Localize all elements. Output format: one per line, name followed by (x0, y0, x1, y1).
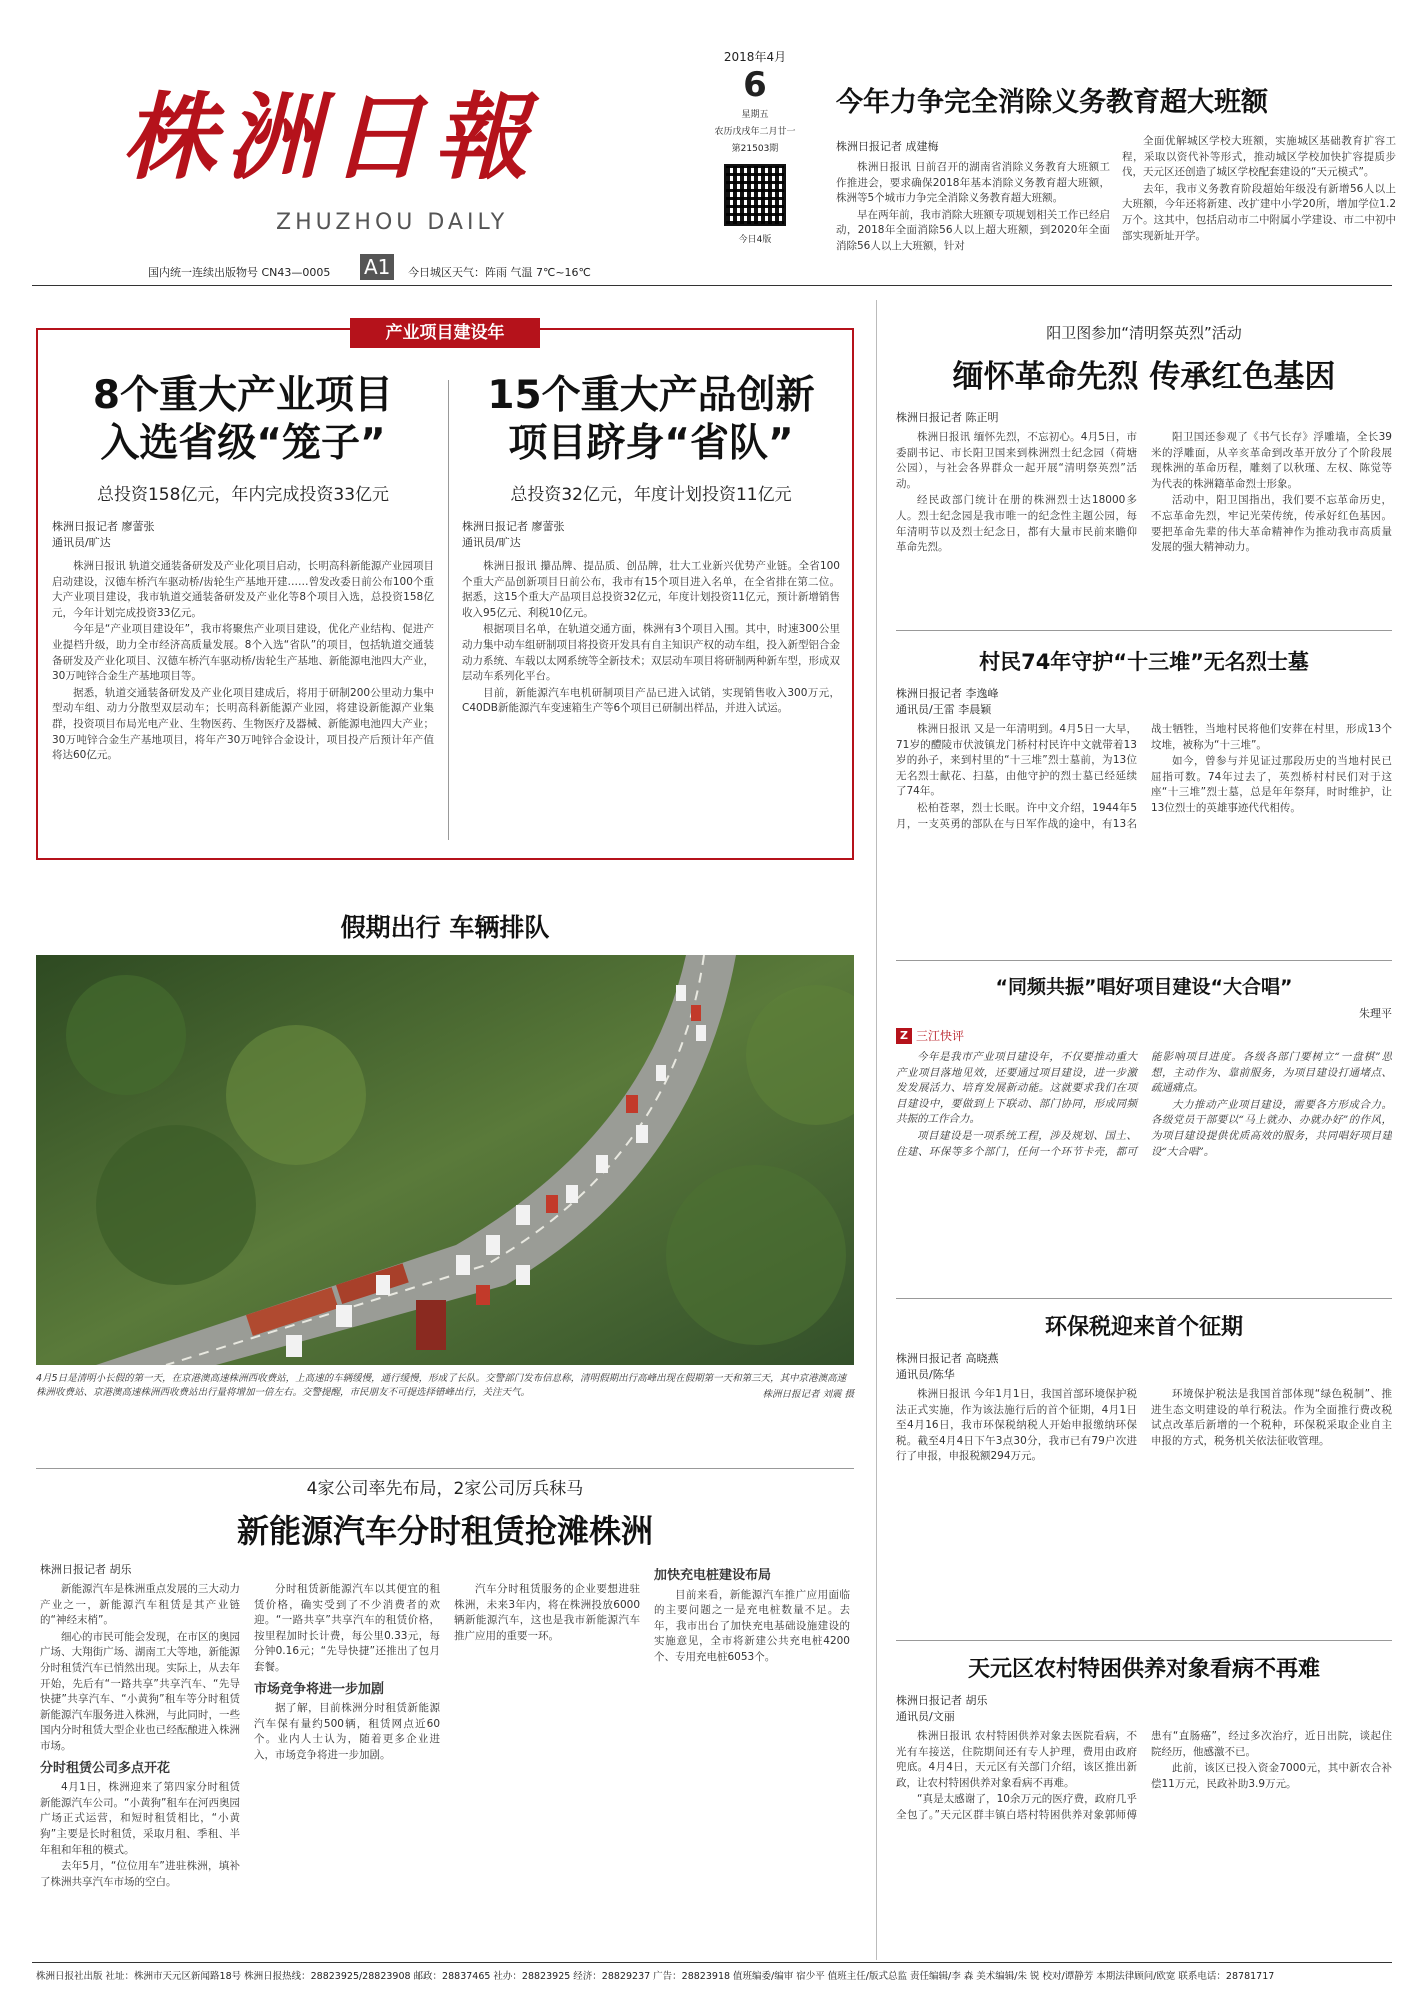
project-left-para: 据悉，轨道交通装备研发及产业化项目建成后，将用于研制200公里动力集中型动车组、动力分散型双层动车；长明高科新能源产业园，将建设新能源产业集群，投资项目布局光电产业、生物医药、生物医疗及器械、新能源电池四大产业；30万吨锌合金生产基地项目，将年产30万吨锌合金设计，项目投产后预计年产值将达60亿元。 (52, 686, 434, 762)
s3-author: 朱理平 (1359, 1007, 1392, 1020)
ev-title: 新能源汽车分时租赁抢滩株洲 (236, 1512, 653, 1550)
s2-para: 株洲日报讯 又是一年清明到。4月5日一大早，71岁的醴陵市伏波镇龙门桥村村民许中文就带着13岁的孙子，来到村里的“十三堆”烈士墓前，为13位无名烈士献花、扫墓，由他守护的烈士墓已经延续了74年。 (896, 723, 1137, 798)
project-left-title-1: 8个重大产业项目 (92, 373, 394, 418)
masthead-divider (32, 285, 1392, 286)
top-story-col2 (1122, 134, 1396, 245)
project-left-para: 今年是“产业项目建设年”，我市将聚焦产业项目建设，优化产业结构、促进产业提档升级，助力全市经济高质量发展。8个入选“省队”的项目，包括轨道交通装备研发及产业化项目、汉德车桥汽车驱动桥/齿轮生产基地、新能源电池四大产业，30万吨锌合金生产基地项目等。 (52, 623, 434, 683)
ev-para: 分时租赁新能源汽车以其便宜的租赁价格，确实受到了不少消费者的欢迎。“一路共享”共享汽车的租赁价格，按里程加时长计费，每公里0.33元，每分钟0.16元；“先导快捷”还推出了包月套餐。 (254, 1583, 440, 1673)
top-story-title: 今年力争完全消除义务教育超大班额 (836, 87, 1268, 118)
sidebar-story-1 (896, 322, 1392, 660)
ev-byline: 株洲日报记者 胡乐 (40, 1563, 132, 1576)
qr-code[interactable] (724, 164, 786, 226)
ev-para: 据了解，目前株洲分时租赁新能源汽车保有量约500辆，租赁网点近60个。业内人士认为，随着更多企业进入，市场竞争将进一步加剧。 (254, 1702, 440, 1761)
sidebar-rule-4 (896, 1640, 1392, 1641)
photo-story-title: 假期出行 车辆排队 (340, 913, 550, 942)
project-right (462, 372, 840, 718)
ev-col1 (40, 1582, 240, 1962)
s5-para: 株洲日报讯 农村特困供养对象去医院看病，不光有车接送，住院期间还有专人护理，费用由政府兜底。4月4日，天元区有关部门介绍，该区推出新政，让农村特困供养对象看病不再难。 (896, 1730, 1137, 1789)
traffic-photo-illustration (36, 955, 854, 1365)
project-left-body (52, 559, 434, 764)
project-right-para: 目前，新能源汽车电机研制项目产品已进入试销，实现销售收入300万元，C40DB新能源汽车变速箱生产等6个项目已研制出样品，并进入试运。 (462, 686, 840, 715)
s1-para: 活动中，阳卫国指出，我们要不忘革命历史，不忘革命先烈，牢记光荣传统，传承好红色基因。要把革命先辈的伟大革命精神作为推动我市高质量发展的强大精神动力。 (1151, 494, 1392, 554)
s5-body (896, 1729, 1392, 1951)
masthead-english-title: ZHUZHOU DAILY (276, 210, 509, 235)
project-left (52, 372, 434, 765)
lunar-date: 农历戊戌年二月廿一 (714, 127, 796, 137)
issue-number: 第21503期 (731, 144, 779, 154)
s1-para: 经民政部门统计在册的株洲烈士达18000多人。烈士纪念园是我市唯一的纪念性主题公园，每年清明节以及烈士纪念日，都有大量市民前来瞻仰革命先烈。 (896, 494, 1137, 554)
date-day: 6 (743, 65, 767, 105)
s3-title: “同频共振”唱好项目建设“大合唱” (995, 976, 1293, 998)
project-right-para: 根据项目名单，在轨道交通方面，株洲有3个项目入围。其中，时速300公里动力集中动车组研制项目将投资开发具有自主知识产权的动车组，投入新型铝合金动力系统、车载以太网系统等全新技术；双层动车项目将研制两种新车型，形成双层动车系列化平台。 (462, 623, 840, 683)
s4-byline: 株洲日报记者 高晓燕 (896, 1352, 999, 1365)
s1-para: 株洲日报讯 缅怀先烈，不忘初心。4月5日，市委副书记、市长阳卫国来到株洲烈士纪念园（荷塘公园），与社会各界群众一起开展“清明祭英烈”活动。 (896, 431, 1137, 490)
sidebar-rule-2 (896, 960, 1392, 961)
project-right-byline: 株洲日报记者 廖蕾张 (462, 520, 565, 533)
s1-title: 缅怀革命先烈 传承红色基因 (952, 359, 1336, 395)
top-story-para: 全面优解城区学校大班额，实施城区基础教育扩容工程，采取以资代补等形式，推动城区学校加快扩容提质步伐，天元区还创造了城区学校配套建设的“天元模式”。 (1122, 135, 1396, 179)
masthead-title: 株洲日報 (122, 83, 539, 193)
ev-subhead-3: 加快充电桩建设布局 (654, 1568, 772, 1583)
ev-subhead-1: 分时租赁公司多点开花 (40, 1760, 171, 1776)
s3-para: 大力推动产业项目建设，需要各方形成合力。各级党员干部要以“马上就办、办就办好”的作风，为项目建设提供优质高效的服务，共同唱好项目建设“大合唱”。 (1151, 1098, 1392, 1158)
footer-text: 株洲日报社出版 社址：株洲市天元区新闻路18号 株洲日报热线：28823925/28823908 邮政：28837465 社办：28823925 经济：28829237 广告：28823918 值班编委/编审 宿少平 值班主任/版式总监 责任编辑/李 森 美术编辑/朱 锐 校对/谭静芳 本期法律顾问/欧宽 联系电话：28781717 (36, 1971, 1275, 1982)
project-right-byline-2: 通讯员/旷达 (462, 536, 521, 549)
sidebar-divider (876, 300, 877, 1960)
sidebar-story-3 (896, 972, 1392, 1300)
sidebar-story-4 (896, 1310, 1392, 1657)
s4-body (896, 1387, 1392, 1657)
ev-para: 4月1日，株洲迎来了第四家分时租赁新能源汽车公司。“小黄狗”租车在河西奥园广场正式运营，和短时租赁相比，“小黄狗”主要是长时租赁，采取月租、季租、半年租和年租的模式。 (40, 1781, 240, 1856)
s1-body (896, 430, 1392, 660)
page-count: 今日4版 (738, 235, 772, 245)
project-right-body (462, 559, 840, 717)
top-story-byline: 株洲日报记者 成建梅 (836, 140, 939, 153)
sidebar-rule-3 (896, 1298, 1392, 1299)
ev-para: 目前来看，新能源汽车推广应用面临的主要问题之一是充电桩数量不足。去年，我市出台了加快充电基础设施建设的实施意见，全市将新建公共充电桩4200个、专用充电桩6053个。 (654, 1588, 850, 1663)
date-box (700, 48, 810, 273)
s3-body (896, 1050, 1392, 1300)
ev-col4 (654, 1568, 850, 1962)
top-story-para: 株洲日报讯 日前召开的湖南省消除义务教育大班额工作推进会，要求确保2018年基本消除义务教育超大班额，株洲等5个城市力争完全消除义务教育超大班额。 (836, 161, 1110, 205)
s5-para: 此前，该区已投入资金7000元，其中新农合补偿11万元，民政补助3.9万元。 (1151, 1762, 1392, 1790)
s1-para: 阳卫国还参观了《书气长存》浮雕墙，全长39米的浮雕面，从辛亥革命到改革开放分了个阶段展现株洲的革命历程，雕刻了以秋瑾、左权、陈觉等为代表的株洲籍革命烈士形象。 (1151, 431, 1392, 490)
project-right-para: 株洲日报讯 攥品牌、提品质、创品牌，壮大工业新兴优势产业链。全省100个重大产品创新项目日前公布，我市有15个项目进入名单，在全省排在第二位。据悉，这15个重大产品项目总投资32亿元，年度计划投资11亿元，预计新增销售收入95亿元、利税10亿元。 (462, 560, 840, 619)
s3-column-name: 三江快评 (916, 1029, 965, 1043)
ev-col3 (454, 1582, 640, 1962)
s4-title: 环保税迎来首个征期 (1044, 1315, 1243, 1340)
issn: 国内统一连续出版物号 CN43—0005 (148, 266, 331, 279)
ev-para: 去年5月，“位位用车”进驻株洲，填补了株洲共享汽车市场的空白。 (40, 1860, 240, 1888)
project-right-title-2: 项目跻身“省队” (508, 421, 794, 466)
s2-byline: 株洲日报记者 李逸峰 (896, 687, 999, 700)
project-left-para: 株洲日报讯 轨道交通装备研发及产业化项目启动，长明高科新能源产业园项目启动建设，汉德车桥汽车驱动桥/齿轮生产基地开建……曾发改委日前公布100个重大产业项目建设，我市轨道交通装备研发及产业化等8个项目入选，总投资158亿元，今年计划完成投资33亿元。 (52, 560, 434, 619)
ev-subhead-2: 市场竞争将进一步加剧 (254, 1681, 385, 1697)
project-divider (448, 380, 449, 840)
s3-column-badge: Z (896, 1028, 912, 1044)
page-number: A1 (360, 254, 394, 280)
project-left-byline-2: 通讯员/旷达 (52, 536, 111, 549)
date-year-month: 2018年4月 (723, 50, 787, 64)
photo-caption-text: 4月5日是清明小长假的第一天，在京港澳高速株洲西收费站，上高速的车辆缓慢，通行缓慢，形成了长队。交警部门发布信息称，清明假期出行高峰出现在假期第一天和第三天，其中京港澳高速株洲收费站、京港澳高速株洲西收费站出行量将增加一倍左右。交警提醒，市民朋友不可提选择错峰出行，关注天气。 (36, 1373, 847, 1398)
s3-para: 今年是我市产业项目建设年，不仅要推动重大产业项目落地见效，还要通过项目建设，进一步激发发展活力、培育发展新动能。这就要求我们在项目建设中，要做到上下联动、部门协同，形成同频共振的工作合力。 (896, 1051, 1137, 1126)
weather: 今日城区天气：阵雨 气温 7℃~16℃ (408, 266, 591, 279)
s2-body (896, 722, 1392, 972)
photo-credit: 株洲日报记者 刘震 摄 (762, 1389, 854, 1400)
project-left-title-2: 入选省级“笼子” (100, 421, 386, 466)
footer-rule (32, 1962, 1392, 1963)
s1-kicker: 阳卫图参加“清明祭英烈”活动 (1046, 324, 1242, 342)
top-story-para: 去年，我市义务教育阶段超始年级没有新增56人以上大班额，今年还将新建、改扩建中小学20所，增加学位1.2万个。这其中，包括启动市二中附属小学建设、市二中初中部实现新址开学。 (1122, 182, 1396, 242)
sidebar-story-2 (896, 646, 1392, 972)
s3-para: 项目建设是一项系统工程，涉及规划、国土、住建、环保等多个部门，任何一个环节卡壳，都可能影响项目进度。各级各部门要树立“一盘棋”思想，主动作为、靠前服务，为项目建设打通堵点、疏通痛点。 (896, 1051, 1392, 1158)
s5-byline-2: 通讯员/文丽 (896, 1710, 955, 1723)
s1-byline: 株洲日报记者 陈正明 (896, 411, 999, 424)
top-story-col1 (836, 160, 1110, 256)
ev-para: 细心的市民可能会发现，在市区的奥园广场、大翔街广场、湖南工大等地，新能源分时租赁汽车已悄然出现。实际上，从去年开始，先后有“一路共享”共享汽车、“先导快捷”共享汽车、“小黄狗”租车等分时租赁新能源汽车服务进入株洲，与此同时，一些国内分时租赁大型企业也已经酝酿进入株洲市场。 (40, 1630, 240, 1752)
ev-para: 汽车分时租赁服务的企业要想进驻株洲，未来3年内，将在株洲投放6000辆新能源汽车，这也是我市新能源汽车推广应用的重要一环。 (454, 1583, 640, 1642)
top-story-para: 早在两年前，我市消除大班额专项规划相关工作已经启动，2018年全面消除56人以上超大班额，到2020年全面消除56人以上大班额，针对 (836, 208, 1110, 252)
project-section-label: 产业项目建设年 (350, 318, 540, 348)
s2-byline-2: 通讯员/王雷 李晨颖 (896, 703, 992, 716)
sidebar-story-5 (896, 1652, 1392, 1951)
s4-para: 环境保护税法是我国首部体现“绿色税制”、推进生态文明建设的单行税法。作为全面推行费改税试点改革后新增的一个税种，环保税采取企业自主申报的方式，税务机关依法征收管理。 (1151, 1388, 1392, 1447)
project-right-subtitle: 总投资32亿元，年度计划投资11亿元 (510, 485, 792, 505)
sidebar-rule-1 (896, 630, 1392, 631)
s5-byline: 株洲日报记者 胡乐 (896, 1694, 988, 1707)
s5-title: 天元区农村特困供养对象看病不再难 (967, 1657, 1320, 1682)
s4-byline-2: 通讯员/陈华 (896, 1368, 955, 1381)
s2-title: 村民74年守护“十三堆”无名烈士墓 (979, 650, 1309, 674)
traffic-photo (36, 955, 854, 1365)
ev-para: 新能源汽车是株洲重点发展的三大动力产业之一，新能源汽车租赁是其产业链的“神经末梢”。 (40, 1583, 240, 1627)
s2-para: 松柏苍翠，烈士长眠。许中文介绍，1944年5月，一支英勇的部队在与日军作战的途中，有13名战士牺牲，当地村民将他们安葬在村里，形成13个坟堆，被称为“十三堆”。 (896, 723, 1392, 830)
s3-column-tag (896, 1027, 1392, 1044)
ev-col2 (254, 1582, 440, 1962)
s4-para: 株洲日报讯 今年1月1日，我国首部环境保护税法正式实施，作为该法施行后的首个征期，4月1日至4月16日，我市环保税纳税人开始申报缴纳环保税。截至4月4日下午3点30分，我市已有79户次进行了申报，申报税额294万元。 (896, 1388, 1137, 1463)
ev-kicker: 4家公司率先布局，2家公司厉兵秣马 (306, 1479, 584, 1499)
photo-caption (36, 1372, 854, 1402)
s2-para: 如今，曾参与并见证过那段历史的当地村民已屈指可数。74年过去了，英烈桥村村民们对于这座“十三堆”烈士墓，总是年年祭拜，时时维护，让13位烈士的英雄事迹代代相传。 (1151, 755, 1392, 814)
project-left-byline: 株洲日报记者 廖蕾张 (52, 520, 155, 533)
weekday: 星期五 (741, 110, 769, 120)
project-right-title-1: 15个重大产品创新 (487, 373, 815, 418)
s5-para: “真是太感谢了，10余万元的医疗费，政府几乎全包了。”天元区群丰镇白塔村特困供养对象郭师傅患有“直肠癌”，经过多次治疗，近日出院，谈起住院经历，他感激不已。 (896, 1730, 1392, 1821)
project-left-subtitle: 总投资158亿元，年内完成投资33亿元 (96, 485, 390, 505)
ev-divider (36, 1468, 854, 1469)
